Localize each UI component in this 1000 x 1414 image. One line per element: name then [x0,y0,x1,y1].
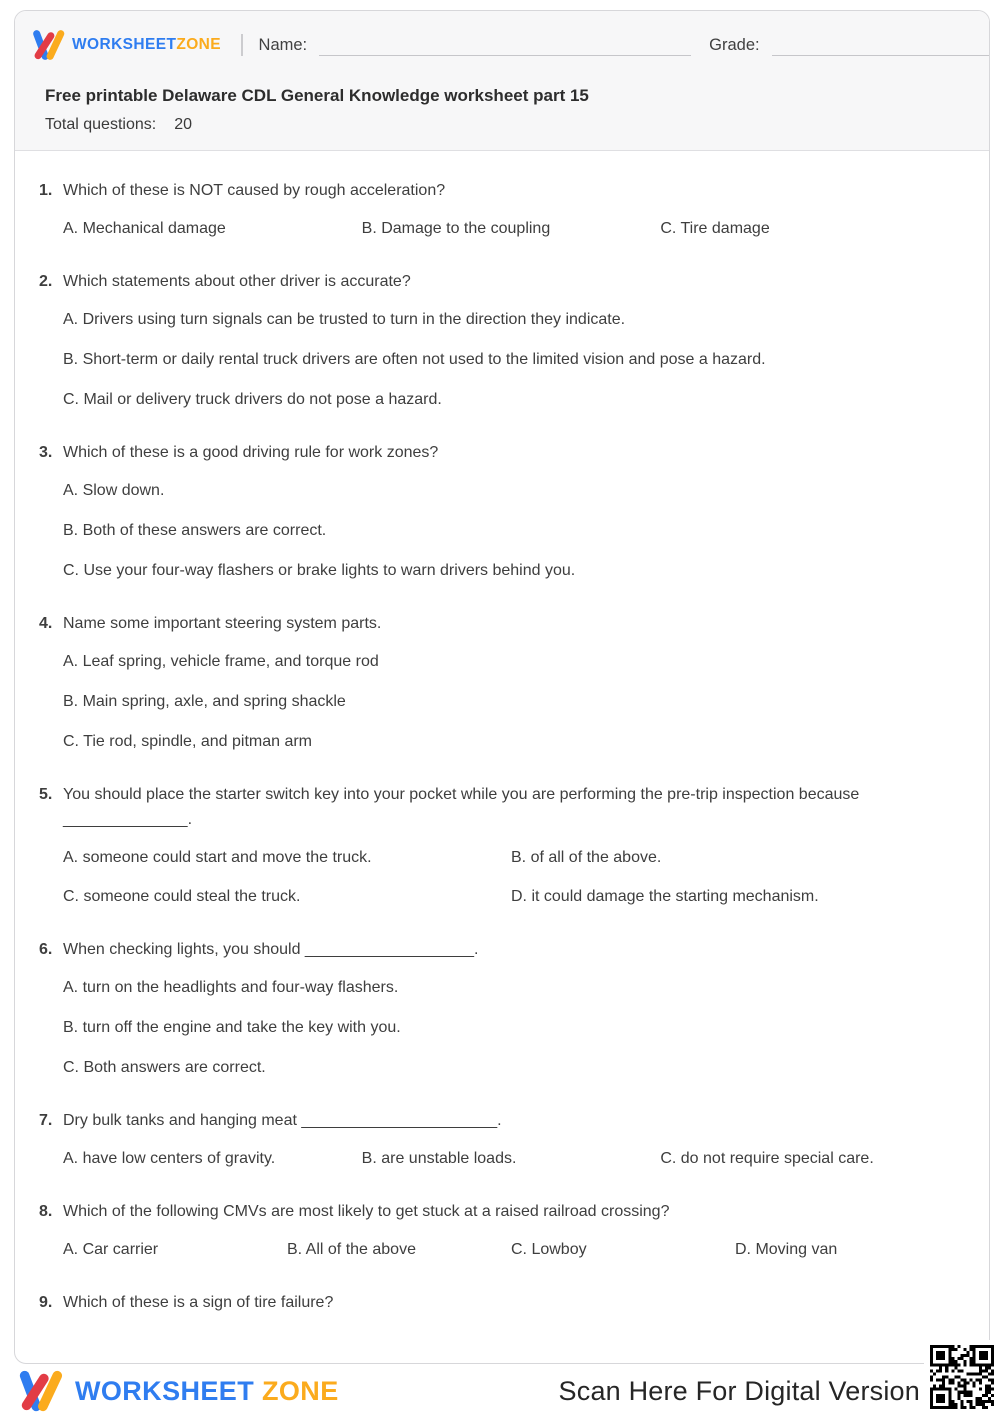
question-item [39,440,959,580]
question-body [63,440,959,580]
question-text: Which of these is NOT caused by rough acceleration? [63,182,446,199]
question-body [63,269,959,409]
answer-options [63,310,959,409]
answer-option: C. Tie rod, spindle, and pitman arm [63,733,313,750]
question-item [39,1290,959,1315]
question-number: 3. [39,444,53,461]
logo-wordmark [72,36,221,54]
answer-option: A. turn on the headlights and four-way flashers. [63,979,399,996]
answer-option: D. it could damage the starting mechanism. [511,888,819,905]
answer-options [63,978,959,1077]
answer-option: C. Use your four-way flashers or brake lights to warn drivers behind you. [63,562,576,579]
answer-option: C. Tire damage [660,220,770,237]
logo-word-worksheet: WORKSHEET [72,36,177,53]
logo-word-worksheet: WORKSHEET [75,1375,255,1406]
question-body [63,1199,959,1259]
total-questions-label: Total questions: [45,116,157,133]
question-body [63,1108,959,1168]
answer-options [63,219,959,238]
question-text: Which statements about other driver is accurate? [63,273,411,290]
answer-option: D. Moving van [735,1241,838,1258]
question-text: Which of these is a good driving rule for work zones? [63,444,439,461]
question-number: 5. [39,786,53,803]
answer-options [63,848,959,906]
question-text: Name some important steering system parts. [63,615,382,632]
question-body [63,178,959,238]
total-questions-value: 20 [174,116,192,133]
w-mark-icon [14,1368,66,1414]
question-body [63,1290,959,1315]
question-number: 1. [39,182,53,199]
logo-wordmark [75,1376,339,1407]
question-item [39,1108,959,1168]
answer-option: B. turn off the engine and take the key with you. [63,1019,401,1036]
question-number: 7. [39,1112,53,1129]
question-item [39,782,959,906]
footer-worksheetzone-logo [14,1368,339,1414]
question-item [39,937,959,1077]
scan-here-text: Scan Here For Digital Version [558,1375,920,1406]
answer-options [63,481,959,580]
question-text: Which of these is a sign of tire failure? [63,1294,334,1311]
answer-option: B. Main spring, axle, and spring shackle [63,693,346,710]
question-text: Which of the following CMVs are most likely to get stuck at a raised railroad crossing? [63,1203,670,1220]
answer-option: B. Both of these answers are correct. [63,522,327,539]
qr-code-icon [930,1345,994,1409]
worksheet-card [14,10,990,1364]
answer-option: A. have low centers of gravity. [63,1150,276,1167]
question-item [39,611,959,751]
answer-option: A. Drivers using turn signals can be trusted to turn in the direction they indicate. [63,311,626,328]
question-body [63,937,959,1077]
question-text: Dry bulk tanks and hanging meat ______________________. [63,1112,502,1129]
answer-options [63,1240,959,1259]
grade-label: Grade: [709,35,760,54]
answer-options [63,652,959,751]
footer [14,1368,920,1414]
logo-word-zone: ZONE [262,1375,339,1406]
questions-list [15,151,989,1315]
question-text: When checking lights, you should ___________________. [63,941,479,958]
question-number: 4. [39,615,53,632]
sheet-header [15,11,989,151]
logo-word-zone: ZONE [176,36,222,53]
question-body [63,782,959,906]
answer-option: B. of all of the above. [511,849,662,866]
answer-option: C. someone could steal the truck. [63,888,301,905]
answer-option: B. are unstable loads. [361,1150,517,1167]
answer-option: A. Leaf spring, vehicle frame, and torque rod [63,653,379,670]
question-item [39,269,959,409]
answer-option: A. Car carrier [63,1241,159,1258]
question-number: 6. [39,941,53,958]
answer-option: A. someone could start and move the truck. [63,849,372,866]
answer-option: A. Mechanical damage [63,220,226,237]
answer-option: C. do not require special care. [660,1150,874,1167]
answer-option: B. Short-term or daily rental truck drivers are often not used to the limited vision and pose a hazard. [63,351,766,368]
worksheetzone-logo [31,28,221,62]
w-mark-icon [31,28,65,62]
grade-write-line [772,34,990,56]
header-divider [241,34,243,56]
answer-option: B. All of the above [287,1241,416,1258]
question-body [63,611,959,751]
answer-option: C. Mail or delivery truck drivers do not pose a hazard. [63,391,442,408]
question-item [39,1199,959,1259]
title-block [45,85,963,134]
total-questions-row [45,116,963,134]
page-title: Free printable Delaware CDL General Knowledge worksheet part 15 [45,86,589,105]
name-write-line [319,34,691,56]
question-number: 9. [39,1294,53,1311]
answer-option: C. Both answers are correct. [63,1059,266,1076]
question-item [39,178,959,238]
answer-option: A. Slow down. [63,482,165,499]
qr-code-container [924,1340,1000,1414]
header-row [31,27,963,63]
question-number: 8. [39,1203,53,1220]
question-text: You should place the starter switch key into your pocket while you are performing the pre-trip inspection because ______________. [63,786,860,828]
question-number: 2. [39,273,53,290]
answer-options [63,1149,959,1168]
name-label: Name: [258,35,308,54]
answer-option: B. Damage to the coupling [361,220,551,237]
answer-option: C. Lowboy [511,1241,587,1258]
